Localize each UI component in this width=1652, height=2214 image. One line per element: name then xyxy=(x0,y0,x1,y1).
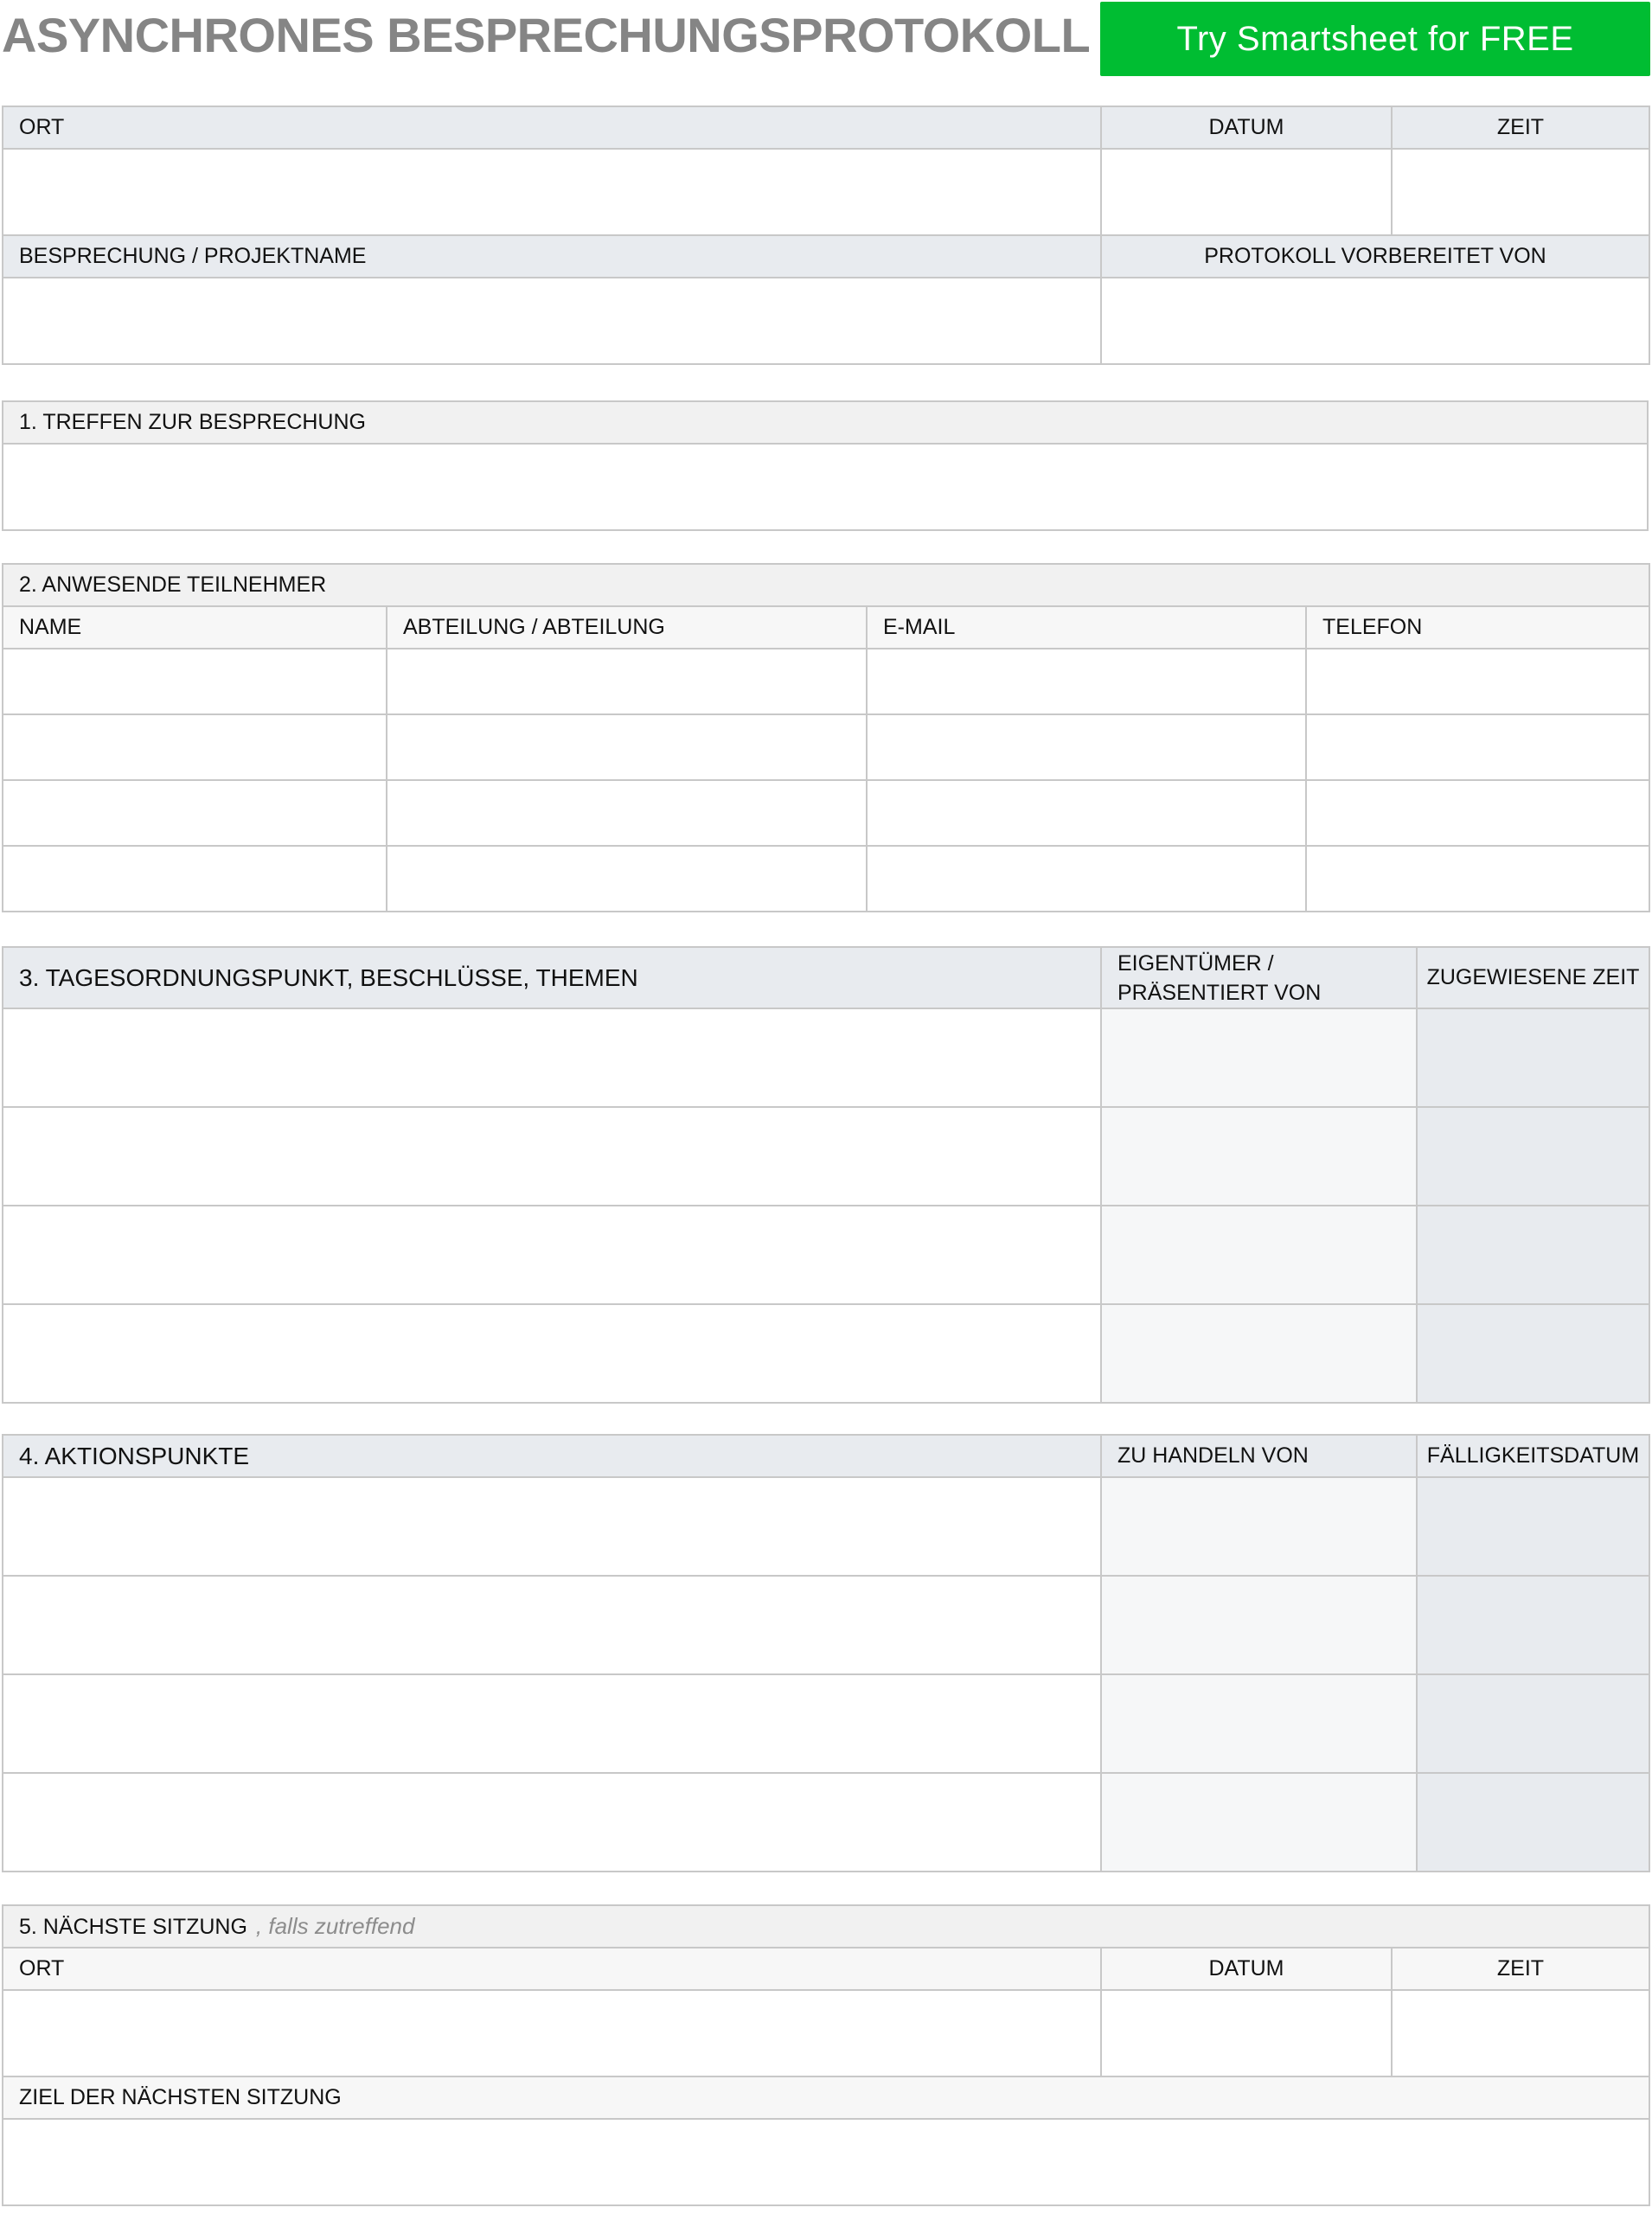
action-row xyxy=(3,1674,1649,1773)
next-ort-label: ORT xyxy=(3,1948,1101,1990)
attendee-email-field[interactable] xyxy=(867,649,1306,714)
attendee-phone-field[interactable] xyxy=(1306,780,1649,846)
datum-field[interactable] xyxy=(1101,149,1392,235)
zeit-label: ZEIT xyxy=(1392,106,1649,149)
section-5-title: 5. NÄCHSTE SITZUNG xyxy=(19,1915,247,1939)
agenda-item-field[interactable] xyxy=(3,1304,1101,1403)
col-abteilung-header: ABTEILUNG / ABTEILUNG xyxy=(387,606,867,649)
section-4-table xyxy=(2,1434,1650,1872)
action-row xyxy=(3,1576,1649,1674)
projektname-label: BESPRECHUNG / PROJEKTNAME xyxy=(3,235,1101,278)
agenda-item-field[interactable] xyxy=(3,1008,1101,1107)
attendee-row xyxy=(3,714,1649,780)
section-5-title-cell xyxy=(3,1905,1649,1948)
action-item-field[interactable] xyxy=(3,1576,1101,1674)
attendee-name-field[interactable] xyxy=(3,649,387,714)
attendee-department-field[interactable] xyxy=(387,649,867,714)
action-owner-field[interactable] xyxy=(1101,1576,1417,1674)
attendee-name-field[interactable] xyxy=(3,714,387,780)
attendee-phone-field[interactable] xyxy=(1306,649,1649,714)
action-owner-field[interactable] xyxy=(1101,1773,1417,1872)
action-item-field[interactable] xyxy=(3,1674,1101,1773)
section-1-field[interactable] xyxy=(3,444,1648,530)
col-telefon-header: TELEFON xyxy=(1306,606,1649,649)
next-goal-label: ZIEL DER NÄCHSTEN SITZUNG xyxy=(3,2076,1649,2119)
next-datum-field[interactable] xyxy=(1101,1990,1392,2076)
col-name-header: NAME xyxy=(3,606,387,649)
header-table xyxy=(2,106,1650,365)
owner-header-line-2: PRÄSENTIERT VON xyxy=(1117,980,1322,1005)
attendee-row xyxy=(3,780,1649,846)
next-zeit-field[interactable] xyxy=(1392,1990,1649,2076)
projektname-field[interactable] xyxy=(3,278,1101,364)
agenda-time-field[interactable] xyxy=(1417,1008,1649,1107)
owner-header xyxy=(1101,947,1417,1008)
section-1-title: 1. TREFFEN ZUR BESPRECHUNG xyxy=(3,401,1648,444)
action-row xyxy=(3,1477,1649,1576)
next-datum-label: DATUM xyxy=(1101,1948,1392,1990)
attendee-name-field[interactable] xyxy=(3,846,387,912)
owner-header-line-1: EIGENTÜMER / xyxy=(1117,950,1274,976)
action-owner-field[interactable] xyxy=(1101,1674,1417,1773)
attendee-name-field[interactable] xyxy=(3,780,387,846)
agenda-owner-field[interactable] xyxy=(1101,1107,1417,1206)
next-zeit-label: ZEIT xyxy=(1392,1948,1649,1990)
agenda-owner-field[interactable] xyxy=(1101,1304,1417,1403)
agenda-time-field[interactable] xyxy=(1417,1107,1649,1206)
protokoll-field[interactable] xyxy=(1101,278,1649,364)
attendee-email-field[interactable] xyxy=(867,846,1306,912)
attendee-row xyxy=(3,649,1649,714)
attendee-department-field[interactable] xyxy=(387,714,867,780)
action-due-field[interactable] xyxy=(1417,1674,1649,1773)
action-due-field[interactable] xyxy=(1417,1477,1649,1576)
agenda-row xyxy=(3,1304,1649,1403)
attendee-email-field[interactable] xyxy=(867,780,1306,846)
section-2-table xyxy=(2,563,1650,912)
attendee-phone-field[interactable] xyxy=(1306,714,1649,780)
protokoll-label: PROTOKOLL VORBEREITET VON xyxy=(1101,235,1649,278)
agenda-time-field[interactable] xyxy=(1417,1206,1649,1304)
section-1-table xyxy=(2,400,1649,531)
page-title: ASYNCHRONES BESPRECHUNGSPROTOKOLL xyxy=(2,8,1091,62)
attendee-phone-field[interactable] xyxy=(1306,846,1649,912)
action-owner-field[interactable] xyxy=(1101,1477,1417,1576)
section-5-table xyxy=(2,1904,1650,2206)
ort-label: ORT xyxy=(3,106,1101,149)
agenda-item-field[interactable] xyxy=(3,1107,1101,1206)
action-by-header: ZU HANDELN VON xyxy=(1101,1435,1417,1477)
agenda-row xyxy=(3,1107,1649,1206)
attendee-department-field[interactable] xyxy=(387,846,867,912)
try-smartsheet-button[interactable]: Try Smartsheet for FREE xyxy=(1100,2,1650,76)
action-item-field[interactable] xyxy=(3,1477,1101,1576)
allotted-time-header: ZUGEWIESENE ZEIT xyxy=(1417,947,1649,1008)
agenda-owner-field[interactable] xyxy=(1101,1008,1417,1107)
action-due-field[interactable] xyxy=(1417,1773,1649,1872)
section-5-note: , falls zutreffend xyxy=(255,1913,415,1939)
ort-field[interactable] xyxy=(3,149,1101,235)
agenda-item-field[interactable] xyxy=(3,1206,1101,1304)
agenda-row xyxy=(3,1008,1649,1107)
action-item-field[interactable] xyxy=(3,1773,1101,1872)
attendee-department-field[interactable] xyxy=(387,780,867,846)
agenda-owner-field[interactable] xyxy=(1101,1206,1417,1304)
section-2-title: 2. ANWESENDE TEILNEHMER xyxy=(3,564,1649,606)
attendee-email-field[interactable] xyxy=(867,714,1306,780)
section-3-title: 3. TAGESORDNUNGSPUNKT, BESCHLÜSSE, THEMEN xyxy=(3,947,1101,1008)
section-4-title: 4. AKTIONSPUNKTE xyxy=(3,1435,1101,1477)
zeit-field[interactable] xyxy=(1392,149,1649,235)
action-due-field[interactable] xyxy=(1417,1576,1649,1674)
attendee-row xyxy=(3,846,1649,912)
agenda-row xyxy=(3,1206,1649,1304)
agenda-time-field[interactable] xyxy=(1417,1304,1649,1403)
due-date-header: FÄLLIGKEITSDATUM xyxy=(1417,1435,1649,1477)
section-3-table xyxy=(2,946,1650,1404)
datum-label: DATUM xyxy=(1101,106,1392,149)
next-goal-field[interactable] xyxy=(3,2119,1649,2205)
action-row xyxy=(3,1773,1649,1872)
next-ort-field[interactable] xyxy=(3,1990,1101,2076)
col-email-header: E-MAIL xyxy=(867,606,1306,649)
